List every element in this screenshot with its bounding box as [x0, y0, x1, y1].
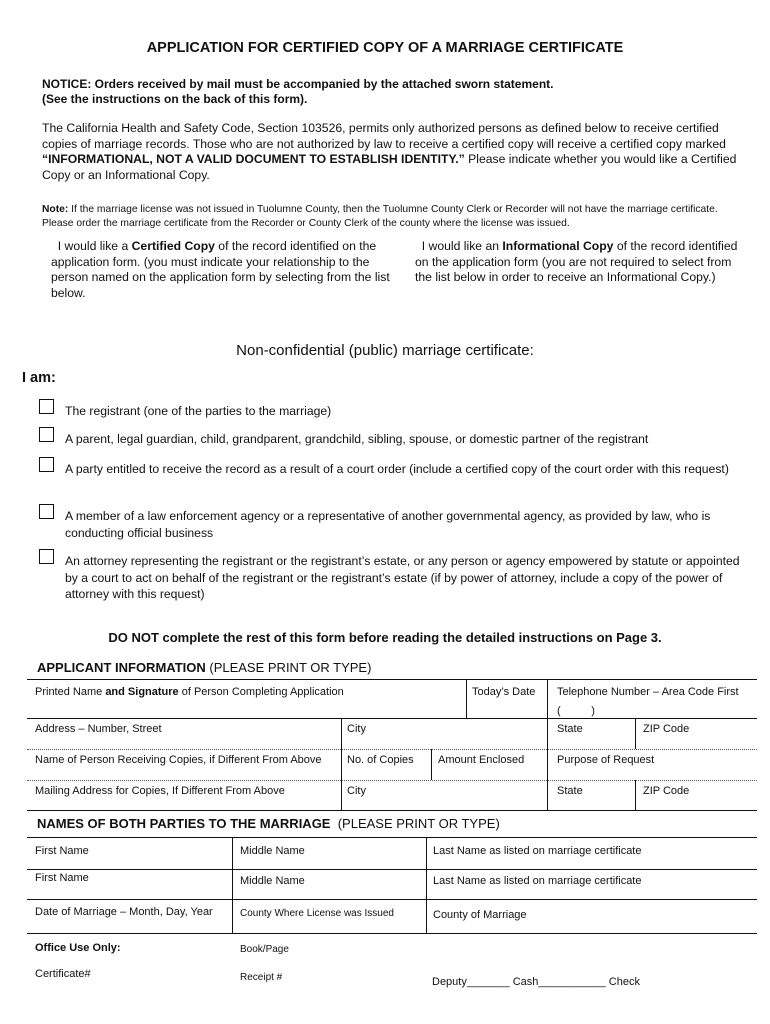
parties-heading-rest: (PLEASE PRINT OR TYPE)	[330, 816, 500, 831]
table-divider	[426, 837, 427, 933]
payment-line: Deputy_______ Cash___________ Check	[432, 976, 640, 988]
receiver-name-field[interactable]: Name of Person Receiving Copies, if Different From Above	[35, 754, 322, 766]
last-name-1-field[interactable]: Last Name as listed on marriage certificate	[433, 845, 642, 857]
county-issued-field[interactable]: County Where License was Issued	[240, 908, 394, 919]
i-am-label: I am:	[22, 370, 56, 386]
state-field[interactable]: State	[557, 723, 583, 735]
section-subtitle: Non-confidential (public) marriage certificate:	[236, 342, 534, 359]
book-page-field: Book/Page	[240, 944, 289, 955]
table-divider	[341, 718, 342, 810]
informational-copy-option[interactable]	[415, 239, 745, 286]
table-border	[27, 837, 757, 838]
number-of-copies-field[interactable]: No. of Copies	[347, 754, 414, 766]
checkbox-registrant[interactable]	[39, 399, 54, 414]
note-text: If the marriage license was not issued in Tuolumne County, then the Tuolumne County Clerk or Recorder will not have the marriage certificate. Please order the marriage certificate from the Recorder or County Clerk of the county where the license was issued.	[42, 204, 718, 229]
informational-text-after: of the record identified on the application form (you are not required to select from the list below in order to receive an Informational Copy.)	[415, 239, 738, 284]
table-border	[27, 780, 757, 781]
notice-line-1: NOTICE: Orders received by mail must be accompanied by the attached sworn statement.	[42, 77, 554, 91]
option-registrant: The registrant (one of the parties to the marriage)	[65, 404, 332, 418]
certified-bold: Certified Copy	[131, 239, 215, 253]
printed-name-field[interactable]	[35, 685, 344, 699]
certified-text: I would like a	[57, 239, 132, 253]
applicant-info-heading	[37, 660, 371, 675]
checkbox-relative[interactable]	[39, 427, 54, 442]
area-code-field[interactable]: ( )	[557, 705, 595, 717]
option-court-order: A party entitled to receive the record as a result of a court order (include a certified copy of the court order with this request)	[65, 462, 729, 476]
option-law-enforcement: A member of a law enforcement agency or a representative of another governmental agency, as provided by law, who is conducting official business	[65, 509, 711, 540]
purpose-field[interactable]: Purpose of Request	[557, 754, 655, 766]
receipt-number-field: Receipt #	[240, 972, 283, 983]
notice	[42, 77, 742, 107]
certified-copy-option[interactable]	[51, 239, 406, 301]
mailing-zip-field[interactable]: ZIP Code	[643, 785, 690, 797]
parties-heading-bold: NAMES OF BOTH PARTIES TO THE MARRIAGE	[37, 816, 331, 831]
zip-field[interactable]: ZIP Code	[643, 723, 690, 735]
parties-heading	[37, 816, 500, 831]
middle-name-1-field[interactable]: Middle Name	[240, 845, 305, 857]
table-border	[27, 679, 757, 680]
signature-label: and Signature	[105, 686, 179, 698]
printed-name-label: Printed Name	[35, 686, 106, 698]
table-border	[27, 810, 757, 811]
intro-paragraph	[42, 121, 742, 183]
certificate-number-field: Certificate#	[35, 968, 91, 980]
marriage-date-field[interactable]: Date of Marriage – Month, Day, Year	[35, 906, 213, 918]
first-name-2-field[interactable]: First Name	[35, 872, 89, 884]
applicant-heading-bold: APPLICANT INFORMATION	[37, 660, 206, 675]
intro-text-after: Please indicate whether you would like a Certified Copy or an Informational Copy.	[42, 152, 737, 182]
county-of-marriage-field[interactable]: County of Marriage	[433, 909, 527, 921]
table-divider	[547, 679, 548, 810]
table-divider	[431, 749, 432, 780]
last-name-2-field[interactable]: Last Name as listed on marriage certificate	[433, 875, 642, 887]
address-field[interactable]: Address – Number, Street	[35, 723, 162, 735]
applicant-heading-rest: (PLEASE PRINT OR TYPE)	[205, 660, 372, 675]
do-not-complete-warning: DO NOT complete the rest of this form before reading the detailed instructions on Page 3.	[108, 630, 662, 645]
mailing-address-field[interactable]: Mailing Address for Copies, If Different From Above	[35, 785, 285, 797]
informational-bold: Informational Copy	[502, 239, 614, 253]
table-border	[27, 749, 757, 750]
printed-name-label-rest: of Person Completing Application	[178, 686, 344, 698]
table-divider	[635, 780, 636, 810]
city-field[interactable]: City	[347, 723, 366, 735]
option-attorney: An attorney representing the registrant or the registrant’s estate, or any person or agency empowered by statute or appointed by a court to act on behalf of the registrant or the registrant’s estate (if by power of attorney, include a copy of the power of attorney with this request)	[65, 554, 740, 601]
mailing-city-field[interactable]: City	[347, 785, 366, 797]
note	[42, 203, 752, 231]
checkbox-law-enforcement[interactable]	[39, 504, 54, 519]
first-name-1-field[interactable]: First Name	[35, 845, 89, 857]
office-use-label: Office Use Only:	[35, 942, 121, 954]
table-divider	[232, 837, 233, 933]
notice-line-2: (See the instructions on the back of this form).	[42, 92, 308, 106]
amount-enclosed-field[interactable]: Amount Enclosed	[438, 754, 525, 766]
telephone-field[interactable]: Telephone Number – Area Code First	[557, 686, 739, 698]
todays-date-field[interactable]: Today’s Date	[472, 686, 536, 698]
form-title: APPLICATION FOR CERTIFIED COPY OF A MARRIAGE CERTIFICATE	[146, 40, 624, 56]
table-border	[27, 718, 757, 719]
intro-text: The California Health and Safety Code, Section 103526, permits only authorized persons as defined below to receive certified copies of marriage records. Those who are not authorized by law to receive a certified copy will receive a certified copy marked	[42, 121, 726, 151]
mailing-state-field[interactable]: State	[557, 785, 583, 797]
table-border	[27, 869, 757, 870]
intro-bold: “INFORMATIONAL, NOT A VALID DOCUMENT TO ESTABLISH IDENTITY.”	[42, 152, 465, 166]
note-label: Note:	[42, 204, 69, 215]
middle-name-2-field[interactable]: Middle Name	[240, 875, 305, 887]
informational-text: I would like an	[421, 239, 503, 253]
checkbox-court-order[interactable]	[39, 457, 54, 472]
table-divider	[466, 679, 467, 718]
table-border	[27, 899, 757, 900]
table-divider	[635, 718, 636, 749]
certified-text-after: of the record identified on the application form. (you must indicate your relationship to the person named on the application form by selecting from the list below.	[51, 239, 390, 300]
option-relative: A parent, legal guardian, child, grandparent, grandchild, sibling, spouse, or domestic partner of the registrant	[65, 432, 649, 446]
table-border	[27, 933, 757, 934]
checkbox-attorney[interactable]	[39, 549, 54, 564]
